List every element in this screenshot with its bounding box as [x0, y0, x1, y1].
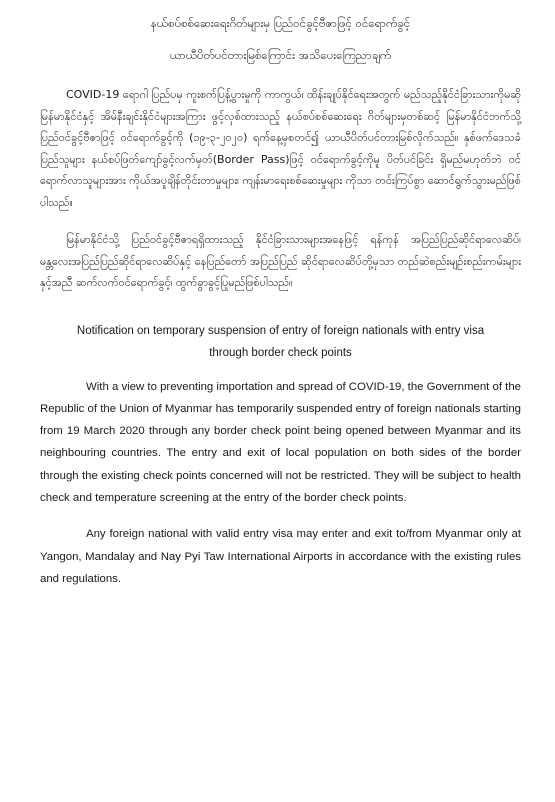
english-title	[40, 320, 521, 364]
myanmar-paragraph-2: မြန်မာနိုင်ငံသို့ ပြည်ဝင်ခွင့်ဗီဇာရရှိထားသည့် နိုင်ငံခြားသားများအနေဖြင့် ရန်ကုန် အပြည်ပြည်ဆိုင်ရာလေဆိပ်၊ မန္တလေးအပြည်ပြည်ဆိုင်ရာလေဆိပ်နှင့် နေပြည်တော် အပြည်ပြည် ဆိုင်ရာလေဆိပ်တို့မှသာ တည်ဆဲစည်းမျဉ်းစည်းကမ်းများနှင့်အညီ ဆက်လက်ဝင်ရောက်ခွင့်၊ ထွက်ခွာခွင့်ပြုမည်ဖြစ်ပါသည်။	[40, 233, 521, 289]
myanmar-title-line1: နယ်စပ်စစ်ဆေးရေးဂိတ်များမှ ပြည်ဝင်ခွင့်ဗီဇာဖြင့် ဝင်ရောက်ခွင့်	[150, 16, 411, 30]
myanmar-section	[40, 12, 521, 294]
myanmar-title-line2: ယာယီပိတ်ပင်တားမြစ်ကြောင်း အသိပေးကြေညာချက်	[169, 48, 392, 62]
english-section	[40, 320, 521, 591]
myanmar-paragraph-1: COVID-19 ရောဂါ ပြည်ပမှ ကူးစက်ပြန့်ပွားမှုကို ကာကွယ်၊ ထိန်းချုပ်နိုင်ရေးအတွက် မည်သည့်နိုင်ငံခြားသားကိုမဆို မြန်မာနိုင်ငံနှင့် အိမ်နီးချင်းနိုင်ငံများအကြား ဖွင့်လှစ်ထားသည့် နယ်စပ်စစ်ဆေးရေး ဂိတ်များမှတစ်ဆင့် မြန်မာနိုင်ငံဘက်သို့ ပြည်ဝင်ခွင့်ဗီဇာဖြင့် ဝင်ရောက်ခွင့်ကို (၁၉-၃-၂၀၂၀) ရက်နေ့မှစတင်၍ ယာယီပိတ်ပင်တားမြစ်လိုက်သည်။ နှစ်ဖက်ဒေသခံ ပြည်သူများ နယ်စပ်ဖြတ်ကျော်ခွင့်လက်မှတ်(Border Pass)ဖြင့် ဝင်ရောက်ခွင့်ကိုမူ ပိတ်ပင်ခြင်း ရှိမည်မဟုတ်ဘဲ ဝင်ရောက်လာသူများအား ကိုယ်အပူချိန်တိုင်းတာမှုများ၊ ကျန်းမာရေးစစ်ဆေးမှုများ ကိုသာ တင်းကြပ်စွာ ဆောင်ရွက်သွားမည်ဖြစ်ပါသည်။	[40, 88, 521, 209]
english-title-line1: Notification on temporary suspension of entry of foreign nationals with entry visa	[76, 324, 485, 337]
english-paragraph-2: Any foreign national with valid entry visa may enter and exit to/from Myanmar only at Yangon, Mandalay and Nay Pyi Taw International Airports in accordance with the existing rules and regulations.	[40, 528, 521, 585]
english-paragraph-1: With a view to preventing importation and spread of COVID-19, the Government of the Republic of the Union of Myanmar has temporarily suspended entry of foreign nationals starting from 19 March 2020 through any border check point being opened between Myanmar and its neighbouring countries. The entry and exit of local population on both sides of the border through the existing check points concerned will not be restricted. They will be subject to health check and temperature screening at the entry of the border check points.	[40, 380, 521, 504]
english-title-line2: through border check points	[209, 346, 352, 359]
